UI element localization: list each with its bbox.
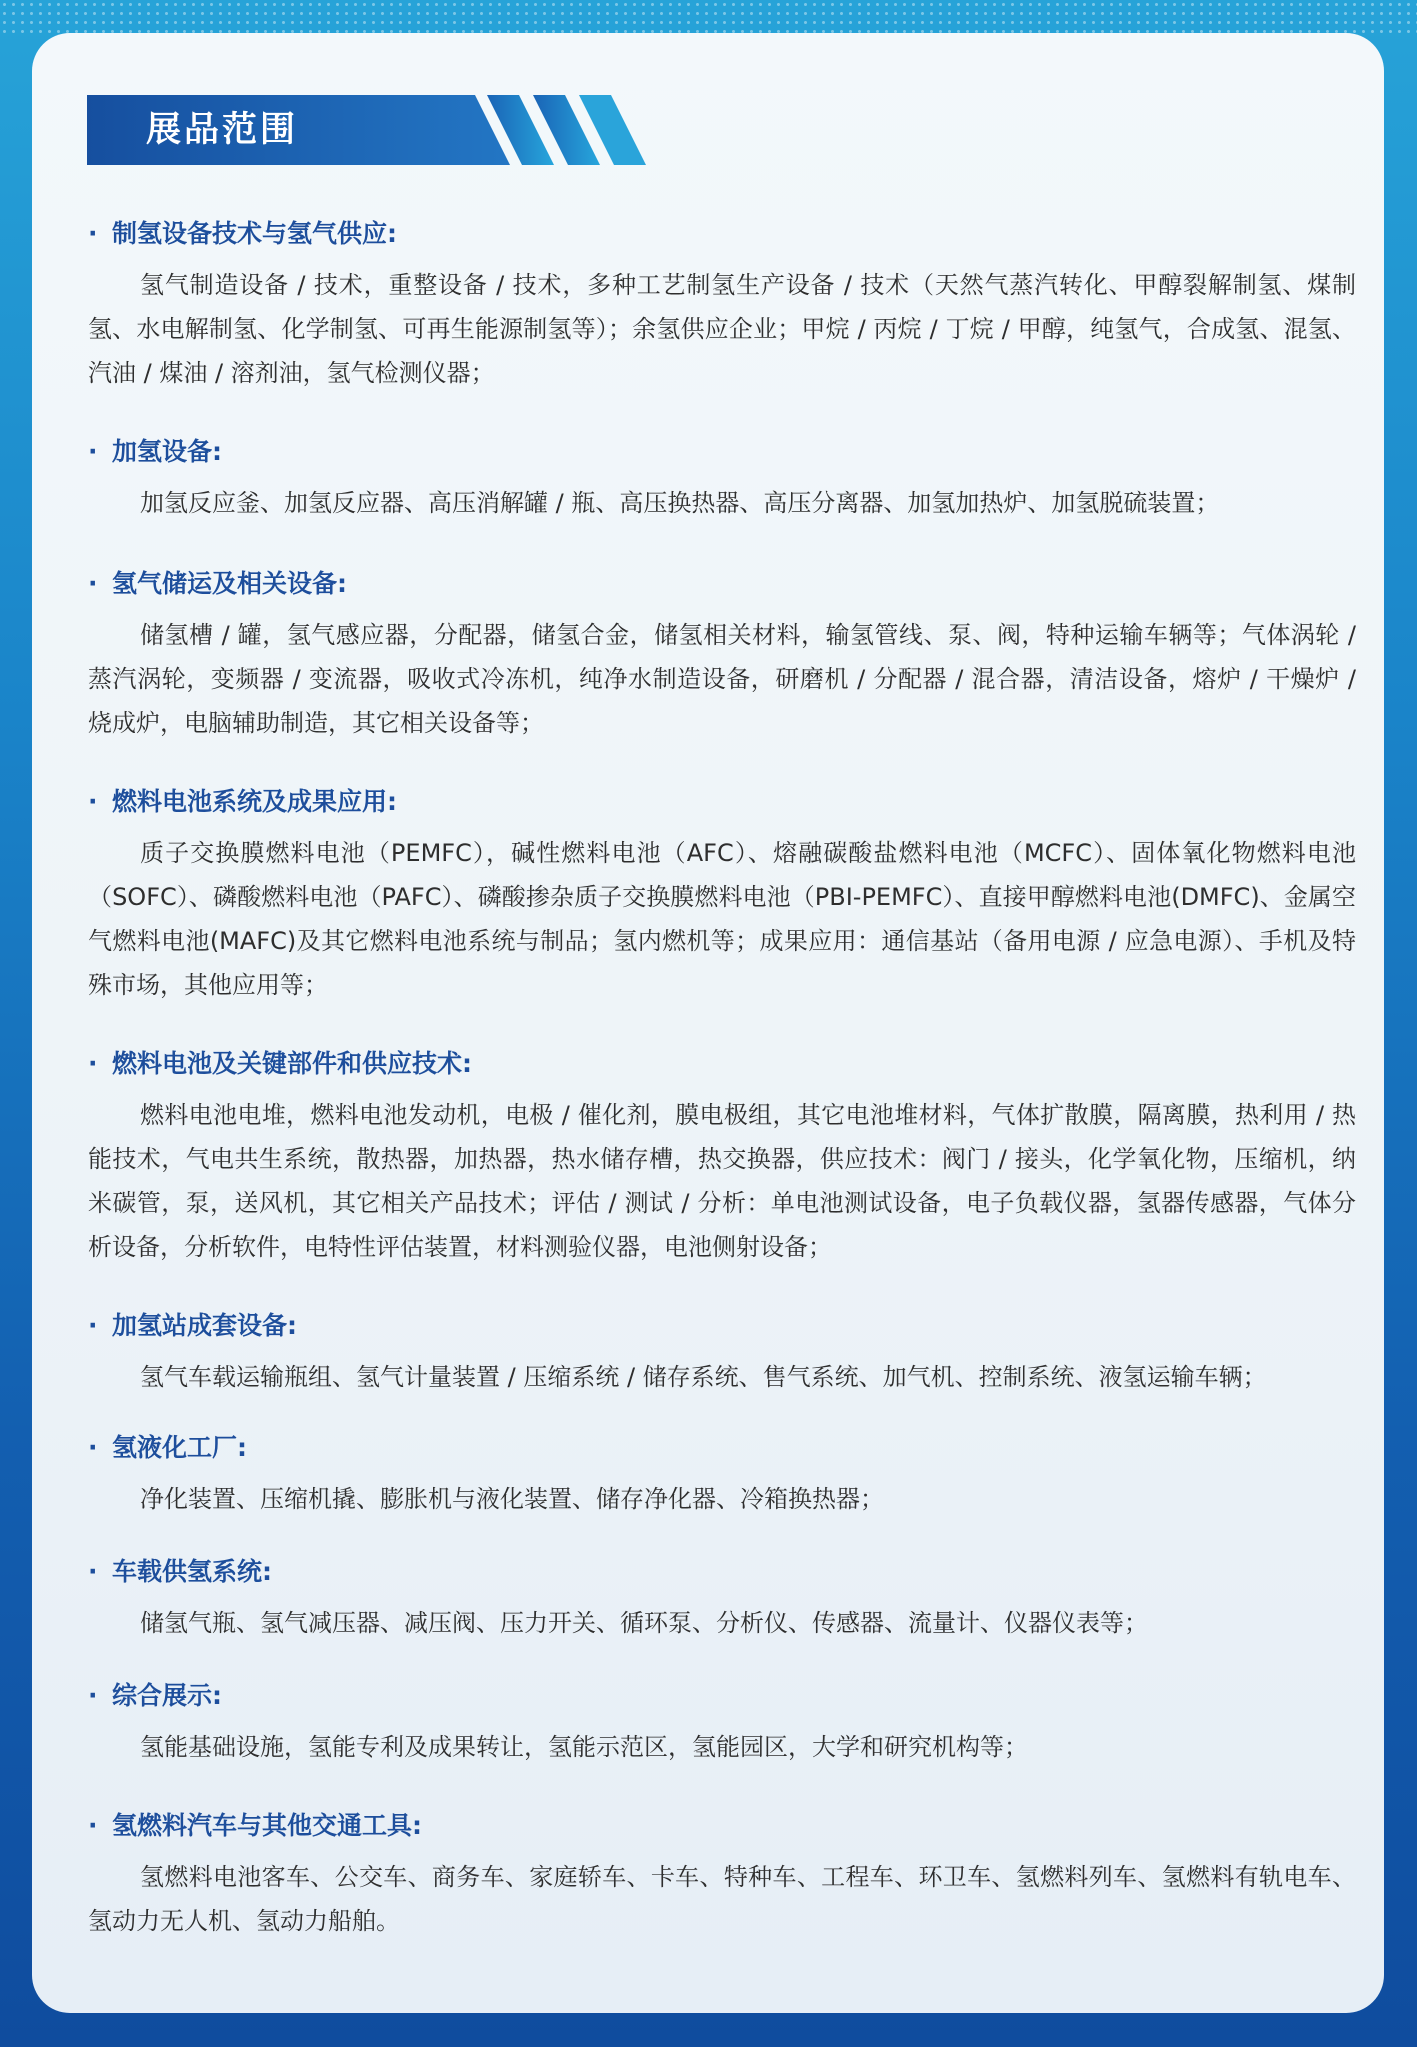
- page-title: 展品范围: [146, 109, 299, 150]
- bullet-dot: ·: [88, 1049, 98, 1078]
- section-heading: [88, 1679, 1356, 1713]
- section-body: 氢气制造设备 / 技术，重整设备 / 技术，多种工艺制氢生产设备 / 技术（天然气蒸汽转化、甲醇裂解制氢、煤制氢、水电解制氢、化学制氢、可再生能源制氢等）；余氢供应企业；甲烷 / 丙烷 / 丁烷 / 甲醇，纯氢气，合成氢、混氢、汽油 / 煤油 / 溶剂油，氢气检测仪器；: [88, 271, 1356, 387]
- section-heading: [88, 435, 1356, 469]
- section-heading-text: 车载供氢系统:: [112, 1557, 272, 1586]
- section-body: 储氢气瓶、氢气减压器、减压阀、压力开关、循环泵、分析仪、传感器、流量计、仪器仪表等；: [140, 1609, 1148, 1637]
- bullet-dot: ·: [88, 569, 98, 598]
- bullet-dot: ·: [88, 1681, 98, 1710]
- section-heading-text: 氢液化工厂:: [112, 1433, 247, 1462]
- section-heading-text: 加氢设备:: [112, 437, 222, 466]
- section-storage-transport: [88, 567, 1356, 745]
- section-body: 燃料电池电堆，燃料电池发动机，电极 / 催化剂，膜电极组，其它电池堆材料，气体扩散膜，隔离膜，热利用 / 热能技术，气电共生系统，散热器，加热器，热水储存槽，热交换器，供应技术：阀门 / 接头，化学氧化物，压缩机，纳米碳管，泵，送风机，其它相关产品技术；评估 / 测试 / 分析：单电池测试设备，电子负载仪器，氢器传感器，气体分析设备，分析软件，电特性评估装置，材料测验仪器，电池侧射设备；: [88, 1101, 1356, 1261]
- section-body: 氢气车载运输瓶组、氢气计量装置 / 压缩系统 / 储存系统、售气系统、加气机、控制系统、液氢运输车辆；: [140, 1363, 1267, 1391]
- section-heading-text: 氢气储运及相关设备:: [112, 569, 347, 598]
- section-refueling-station: [88, 1309, 1356, 1399]
- section-heading: [88, 1047, 1356, 1081]
- section-fuel-cell-components: [88, 1047, 1356, 1269]
- section-list: [88, 217, 1356, 1943]
- section-heading: [88, 567, 1356, 601]
- section-heading: [88, 217, 1356, 251]
- section-heading-text: 燃料电池系统及成果应用:: [112, 787, 397, 816]
- section-heading-text: 综合展示:: [112, 1681, 222, 1710]
- section-heading-text: 加氢站成套设备:: [112, 1311, 297, 1340]
- section-hydrogen-production: [88, 217, 1356, 395]
- bullet-dot: ·: [88, 1811, 98, 1840]
- section-heading: [88, 785, 1356, 819]
- bullet-dot: ·: [88, 787, 98, 816]
- bullet-dot: ·: [88, 1433, 98, 1462]
- section-body: 净化装置、压缩机撬、膨胀机与液化装置、储存净化器、冷箱换热器；: [140, 1485, 884, 1513]
- section-body: 氢燃料电池客车、公交车、商务车、家庭轿车、卡车、特种车、工程车、环卫车、氢燃料列车、氢燃料有轨电车、氢动力无人机、氢动力船舶。: [88, 1863, 1356, 1935]
- section-onboard-supply: [88, 1555, 1356, 1645]
- section-heading: [88, 1555, 1356, 1589]
- bullet-dot: ·: [88, 219, 98, 248]
- bullet-dot: ·: [88, 437, 98, 466]
- section-heading-text: 燃料电池及关键部件和供应技术:: [112, 1049, 472, 1078]
- section-body: 加氢反应釜、加氢反应器、高压消解罐 / 瓶、高压换热器、高压分离器、加氢加热炉、加氢脱硫装置；: [140, 489, 1220, 517]
- section-hydrogenation-equipment: [88, 435, 1356, 525]
- section-heading: [88, 1431, 1356, 1465]
- bullet-dot: ·: [88, 1557, 98, 1586]
- exhibit-scope-card: [32, 33, 1384, 2013]
- section-vehicles: [88, 1809, 1356, 1943]
- section-body: 储氢槽 / 罐，氢气感应器，分配器，储氢合金，储氢相关材料，输氢管线、泵、阀，特种运输车辆等；气体涡轮 / 蒸汽涡轮，变频器 / 变流器，吸收式冷冻机，纯净水制造设备，研磨机 / 分配器 / 混合器，清洁设备，熔炉 / 干燥炉 / 烧成炉，电脑辅助制造，其它相关设备等；: [88, 621, 1356, 737]
- section-fuel-cell-systems: [88, 785, 1356, 1007]
- section-heading: [88, 1809, 1356, 1843]
- section-body: 氢能基础设施，氢能专利及成果转让，氢能示范区，氢能园区，大学和研究机构等；: [140, 1733, 1028, 1761]
- header-dot-pattern: [0, 0, 1417, 34]
- section-heading-text: 制氢设备技术与氢气供应:: [112, 219, 397, 248]
- section-body: 质子交换膜燃料电池（PEMFC），碱性燃料电池（AFC）、熔融碳酸盐燃料电池（MCFC）、固体氧化物燃料电池（SOFC）、磷酸燃料电池（PAFC）、磷酸掺杂质子交换膜燃料电池（PBI-PEMFC）、直接甲醇燃料电池(DMFC)、金属空气燃料电池(MAFC)及其它燃料电池系统与制品；氢内燃机等；成果应用：通信基站（备用电源 / 应急电源）、手机及特殊市场，其他应用等；: [88, 839, 1356, 999]
- section-comprehensive-display: [88, 1679, 1356, 1769]
- section-liquefaction-plant: [88, 1431, 1356, 1521]
- bullet-dot: ·: [88, 1311, 98, 1340]
- section-heading-text: 氢燃料汽车与其他交通工具:: [112, 1811, 422, 1840]
- section-heading: [88, 1309, 1356, 1343]
